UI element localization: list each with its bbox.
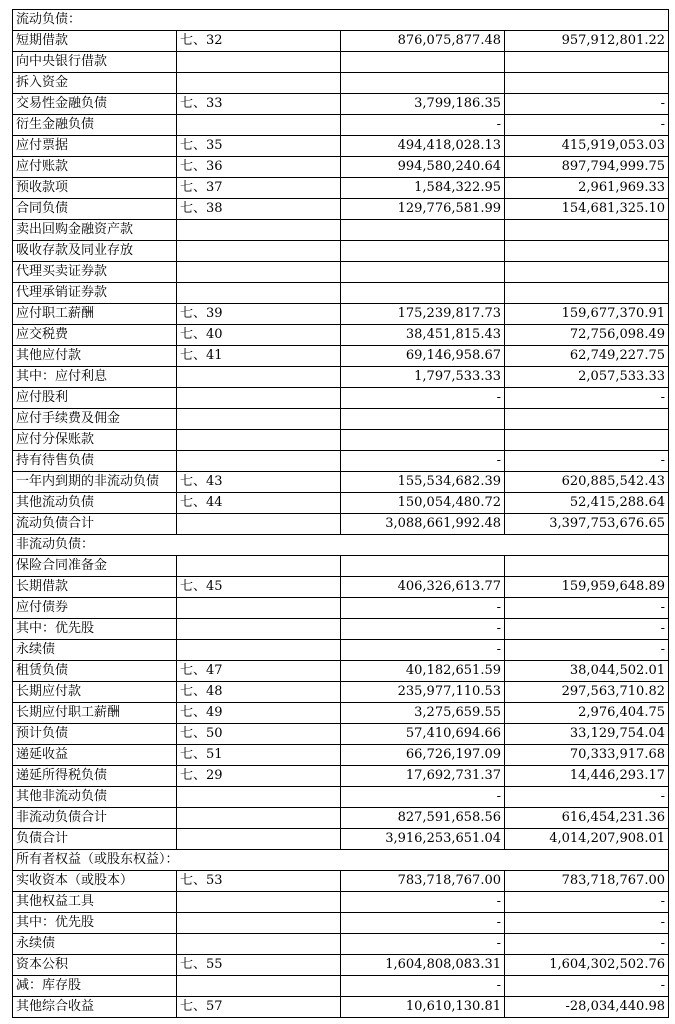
prior-period-cell: 154,681,325.10 [505, 199, 669, 220]
item-name-cell: 预计负债 [13, 724, 177, 745]
note-ref-cell: 七、51 [177, 745, 341, 766]
note-ref-cell [177, 52, 341, 73]
prior-period-cell: 957,912,801.22 [505, 31, 669, 52]
section-header-row [13, 850, 669, 871]
note-ref-cell [177, 892, 341, 913]
item-name-cell: 持有待售负债 [13, 451, 177, 472]
prior-period-cell: 2,961,969.33 [505, 178, 669, 199]
item-name-cell: 其他流动负债 [13, 493, 177, 514]
table-row [13, 451, 669, 472]
current-period-cell [341, 409, 505, 430]
table-row [13, 724, 669, 745]
table-row [13, 871, 669, 892]
table-row [13, 787, 669, 808]
current-period-cell: 876,075,877.48 [341, 31, 505, 52]
table-row [13, 892, 669, 913]
table-row [13, 829, 669, 850]
prior-period-cell [505, 556, 669, 577]
table-row [13, 241, 669, 262]
item-name-cell: 流动负债合计 [13, 514, 177, 535]
current-period-cell: - [341, 787, 505, 808]
table-row [13, 157, 669, 178]
table-row [13, 388, 669, 409]
current-period-cell: 3,275,659.55 [341, 703, 505, 724]
prior-period-cell: 33,129,754.04 [505, 724, 669, 745]
current-period-cell: 783,718,767.00 [341, 871, 505, 892]
note-ref-cell [177, 115, 341, 136]
note-ref-cell [177, 283, 341, 304]
note-ref-cell: 七、44 [177, 493, 341, 514]
current-period-cell [341, 430, 505, 451]
table-row [13, 556, 669, 577]
note-ref-cell: 七、41 [177, 346, 341, 367]
prior-period-cell: 3,397,753,676.65 [505, 514, 669, 535]
prior-period-cell: - [505, 115, 669, 136]
item-name-cell: 应付债券 [13, 598, 177, 619]
current-period-cell: 494,418,028.13 [341, 136, 505, 157]
prior-period-cell [505, 430, 669, 451]
note-ref-cell: 七、50 [177, 724, 341, 745]
current-period-cell: 994,580,240.64 [341, 157, 505, 178]
item-name-cell: 合同负债 [13, 199, 177, 220]
note-ref-cell: 七、37 [177, 178, 341, 199]
current-period-cell: 155,534,682.39 [341, 472, 505, 493]
item-name-cell: 其他应付款 [13, 346, 177, 367]
current-period-cell: 3,088,661,992.48 [341, 514, 505, 535]
item-name-cell: 长期应付款 [13, 682, 177, 703]
table-row [13, 31, 669, 52]
note-ref-cell: 七、43 [177, 472, 341, 493]
table-row [13, 997, 669, 1018]
current-period-cell: 3,799,186.35 [341, 94, 505, 115]
current-period-cell: 69,146,958.67 [341, 346, 505, 367]
prior-period-cell: 38,044,502.01 [505, 661, 669, 682]
prior-period-cell: 52,415,288.64 [505, 493, 669, 514]
current-period-cell: 66,726,197.09 [341, 745, 505, 766]
item-name-cell: 永续债 [13, 934, 177, 955]
table-row [13, 661, 669, 682]
table-row [13, 976, 669, 997]
table-row [13, 808, 669, 829]
item-name-cell: 其中：优先股 [13, 913, 177, 934]
table-row [13, 745, 669, 766]
item-name-cell: 应付账款 [13, 157, 177, 178]
item-name-cell: 衍生金融负债 [13, 115, 177, 136]
prior-period-cell [505, 220, 669, 241]
note-ref-cell [177, 388, 341, 409]
table-row [13, 73, 669, 94]
table-row [13, 472, 669, 493]
prior-period-cell [505, 262, 669, 283]
item-name-cell: 预收款项 [13, 178, 177, 199]
item-name-cell: 代理买卖证券款 [13, 262, 177, 283]
prior-period-cell: 2,976,404.75 [505, 703, 669, 724]
item-name-cell: 其中：优先股 [13, 619, 177, 640]
item-name-cell: 递延收益 [13, 745, 177, 766]
note-ref-cell [177, 514, 341, 535]
table-row [13, 199, 669, 220]
table-row [13, 52, 669, 73]
current-period-cell: - [341, 976, 505, 997]
note-ref-cell [177, 787, 341, 808]
item-name-cell: 资本公积 [13, 955, 177, 976]
note-ref-cell [177, 73, 341, 94]
table-row [13, 619, 669, 640]
table-row [13, 346, 669, 367]
current-period-cell [341, 241, 505, 262]
table-row [13, 913, 669, 934]
item-name-cell: 代理承销证券款 [13, 283, 177, 304]
note-ref-cell [177, 808, 341, 829]
note-ref-cell: 七、29 [177, 766, 341, 787]
prior-period-cell: - [505, 451, 669, 472]
prior-period-cell: 4,014,207,908.01 [505, 829, 669, 850]
table-row [13, 934, 669, 955]
note-ref-cell: 七、55 [177, 955, 341, 976]
prior-period-cell: - [505, 640, 669, 661]
table-row [13, 367, 669, 388]
item-name-cell: 应付股利 [13, 388, 177, 409]
table-row [13, 493, 669, 514]
note-ref-cell [177, 913, 341, 934]
prior-period-cell: 14,446,293.17 [505, 766, 669, 787]
prior-period-cell: 297,563,710.82 [505, 682, 669, 703]
table-row [13, 94, 669, 115]
item-name-cell: 拆入资金 [13, 73, 177, 94]
prior-period-cell: - [505, 388, 669, 409]
current-period-cell [341, 556, 505, 577]
note-ref-cell: 七、49 [177, 703, 341, 724]
item-name-cell: 长期应付职工薪酬 [13, 703, 177, 724]
item-name-cell: 一年内到期的非流动负债 [13, 472, 177, 493]
note-ref-cell [177, 640, 341, 661]
note-ref-cell [177, 451, 341, 472]
note-ref-cell [177, 934, 341, 955]
prior-period-cell [505, 283, 669, 304]
section-header-row [13, 535, 669, 556]
prior-period-cell: 70,333,917.68 [505, 745, 669, 766]
table-row [13, 577, 669, 598]
current-period-cell: 235,977,110.53 [341, 682, 505, 703]
prior-period-cell: 159,677,370.91 [505, 304, 669, 325]
current-period-cell: - [341, 388, 505, 409]
table-row [13, 115, 669, 136]
current-period-cell: - [341, 619, 505, 640]
table-row [13, 514, 669, 535]
prior-period-cell [505, 73, 669, 94]
prior-period-cell: - [505, 892, 669, 913]
item-name-cell: 交易性金融负债 [13, 94, 177, 115]
note-ref-cell: 七、39 [177, 304, 341, 325]
note-ref-cell: 七、48 [177, 682, 341, 703]
table-row [13, 325, 669, 346]
note-ref-cell [177, 829, 341, 850]
table-row [13, 136, 669, 157]
current-period-cell: 150,054,480.72 [341, 493, 505, 514]
note-ref-cell [177, 430, 341, 451]
section-title: 非流动负债： [13, 535, 669, 556]
current-period-cell: 175,239,817.73 [341, 304, 505, 325]
current-period-cell: 1,797,533.33 [341, 367, 505, 388]
prior-period-cell: 159,959,648.89 [505, 577, 669, 598]
item-name-cell: 应付手续费及佣金 [13, 409, 177, 430]
note-ref-cell: 七、38 [177, 199, 341, 220]
table-row [13, 682, 669, 703]
prior-period-cell: - [505, 787, 669, 808]
table-row [13, 304, 669, 325]
item-name-cell: 向中央银行借款 [13, 52, 177, 73]
item-name-cell: 保险合同准备金 [13, 556, 177, 577]
item-name-cell: 其他综合收益 [13, 997, 177, 1018]
current-period-cell: 406,326,613.77 [341, 577, 505, 598]
current-period-cell [341, 220, 505, 241]
item-name-cell: 应付职工薪酬 [13, 304, 177, 325]
current-period-cell [341, 283, 505, 304]
item-name-cell: 永续债 [13, 640, 177, 661]
item-name-cell: 其他非流动负债 [13, 787, 177, 808]
item-name-cell: 减：库存股 [13, 976, 177, 997]
prior-period-cell [505, 409, 669, 430]
current-period-cell: 38,451,815.43 [341, 325, 505, 346]
note-ref-cell [177, 409, 341, 430]
current-period-cell [341, 73, 505, 94]
item-name-cell: 实收资本（或股本） [13, 871, 177, 892]
item-name-cell: 应付分保账款 [13, 430, 177, 451]
item-name-cell: 负债合计 [13, 829, 177, 850]
prior-period-cell: 2,057,533.33 [505, 367, 669, 388]
prior-period-cell: - [505, 934, 669, 955]
item-name-cell: 应付票据 [13, 136, 177, 157]
note-ref-cell: 七、36 [177, 157, 341, 178]
balance-sheet-liabilities [12, 9, 669, 1018]
note-ref-cell: 七、33 [177, 94, 341, 115]
item-name-cell: 短期借款 [13, 31, 177, 52]
section-title: 流动负债： [13, 10, 669, 31]
note-ref-cell: 七、47 [177, 661, 341, 682]
table-row [13, 598, 669, 619]
current-period-cell: - [341, 913, 505, 934]
current-period-cell: - [341, 451, 505, 472]
note-ref-cell [177, 262, 341, 283]
item-name-cell: 其中：应付利息 [13, 367, 177, 388]
note-ref-cell [177, 220, 341, 241]
table-row [13, 283, 669, 304]
note-ref-cell [177, 976, 341, 997]
table-row [13, 262, 669, 283]
prior-period-cell: 1,604,302,502.76 [505, 955, 669, 976]
item-name-cell: 长期借款 [13, 577, 177, 598]
current-period-cell [341, 262, 505, 283]
item-name-cell: 递延所得税负债 [13, 766, 177, 787]
current-period-cell: - [341, 115, 505, 136]
note-ref-cell: 七、57 [177, 997, 341, 1018]
current-period-cell: 40,182,651.59 [341, 661, 505, 682]
table-row [13, 955, 669, 976]
liabilities-equity-table [12, 9, 669, 1018]
note-ref-cell [177, 556, 341, 577]
prior-period-cell: 415,919,053.03 [505, 136, 669, 157]
table-row [13, 766, 669, 787]
prior-period-cell: 897,794,999.75 [505, 157, 669, 178]
item-name-cell: 非流动负债合计 [13, 808, 177, 829]
current-period-cell: 10,610,130.81 [341, 997, 505, 1018]
item-name-cell: 其他权益工具 [13, 892, 177, 913]
table-row [13, 220, 669, 241]
prior-period-cell: - [505, 598, 669, 619]
note-ref-cell [177, 598, 341, 619]
table-row [13, 640, 669, 661]
current-period-cell: 1,584,322.95 [341, 178, 505, 199]
current-period-cell: - [341, 598, 505, 619]
prior-period-cell [505, 52, 669, 73]
prior-period-cell: -28,034,440.98 [505, 997, 669, 1018]
item-name-cell: 吸收存款及同业存放 [13, 241, 177, 262]
current-period-cell: - [341, 640, 505, 661]
prior-period-cell: - [505, 976, 669, 997]
current-period-cell: - [341, 934, 505, 955]
prior-period-cell: 616,454,231.36 [505, 808, 669, 829]
current-period-cell: 1,604,808,083.31 [341, 955, 505, 976]
prior-period-cell: - [505, 619, 669, 640]
table-row [13, 409, 669, 430]
section-header-row [13, 10, 669, 31]
note-ref-cell: 七、32 [177, 31, 341, 52]
item-name-cell: 租赁负债 [13, 661, 177, 682]
prior-period-cell: 62,749,227.75 [505, 346, 669, 367]
prior-period-cell: - [505, 913, 669, 934]
prior-period-cell: - [505, 94, 669, 115]
note-ref-cell: 七、53 [177, 871, 341, 892]
prior-period-cell: 72,756,098.49 [505, 325, 669, 346]
item-name-cell: 应交税费 [13, 325, 177, 346]
note-ref-cell: 七、35 [177, 136, 341, 157]
table-body [13, 10, 669, 1018]
current-period-cell: 827,591,658.56 [341, 808, 505, 829]
prior-period-cell: 783,718,767.00 [505, 871, 669, 892]
note-ref-cell: 七、40 [177, 325, 341, 346]
item-name-cell: 卖出回购金融资产款 [13, 220, 177, 241]
current-period-cell: 57,410,694.66 [341, 724, 505, 745]
current-period-cell: 3,916,253,651.04 [341, 829, 505, 850]
table-row [13, 703, 669, 724]
section-title: 所有者权益（或股东权益）： [13, 850, 669, 871]
table-row [13, 178, 669, 199]
current-period-cell [341, 52, 505, 73]
prior-period-cell [505, 241, 669, 262]
prior-period-cell: 620,885,542.43 [505, 472, 669, 493]
note-ref-cell: 七、45 [177, 577, 341, 598]
current-period-cell: - [341, 892, 505, 913]
table-row [13, 430, 669, 451]
current-period-cell: 17,692,731.37 [341, 766, 505, 787]
note-ref-cell [177, 241, 341, 262]
current-period-cell: 129,776,581.99 [341, 199, 505, 220]
note-ref-cell [177, 619, 341, 640]
note-ref-cell [177, 367, 341, 388]
